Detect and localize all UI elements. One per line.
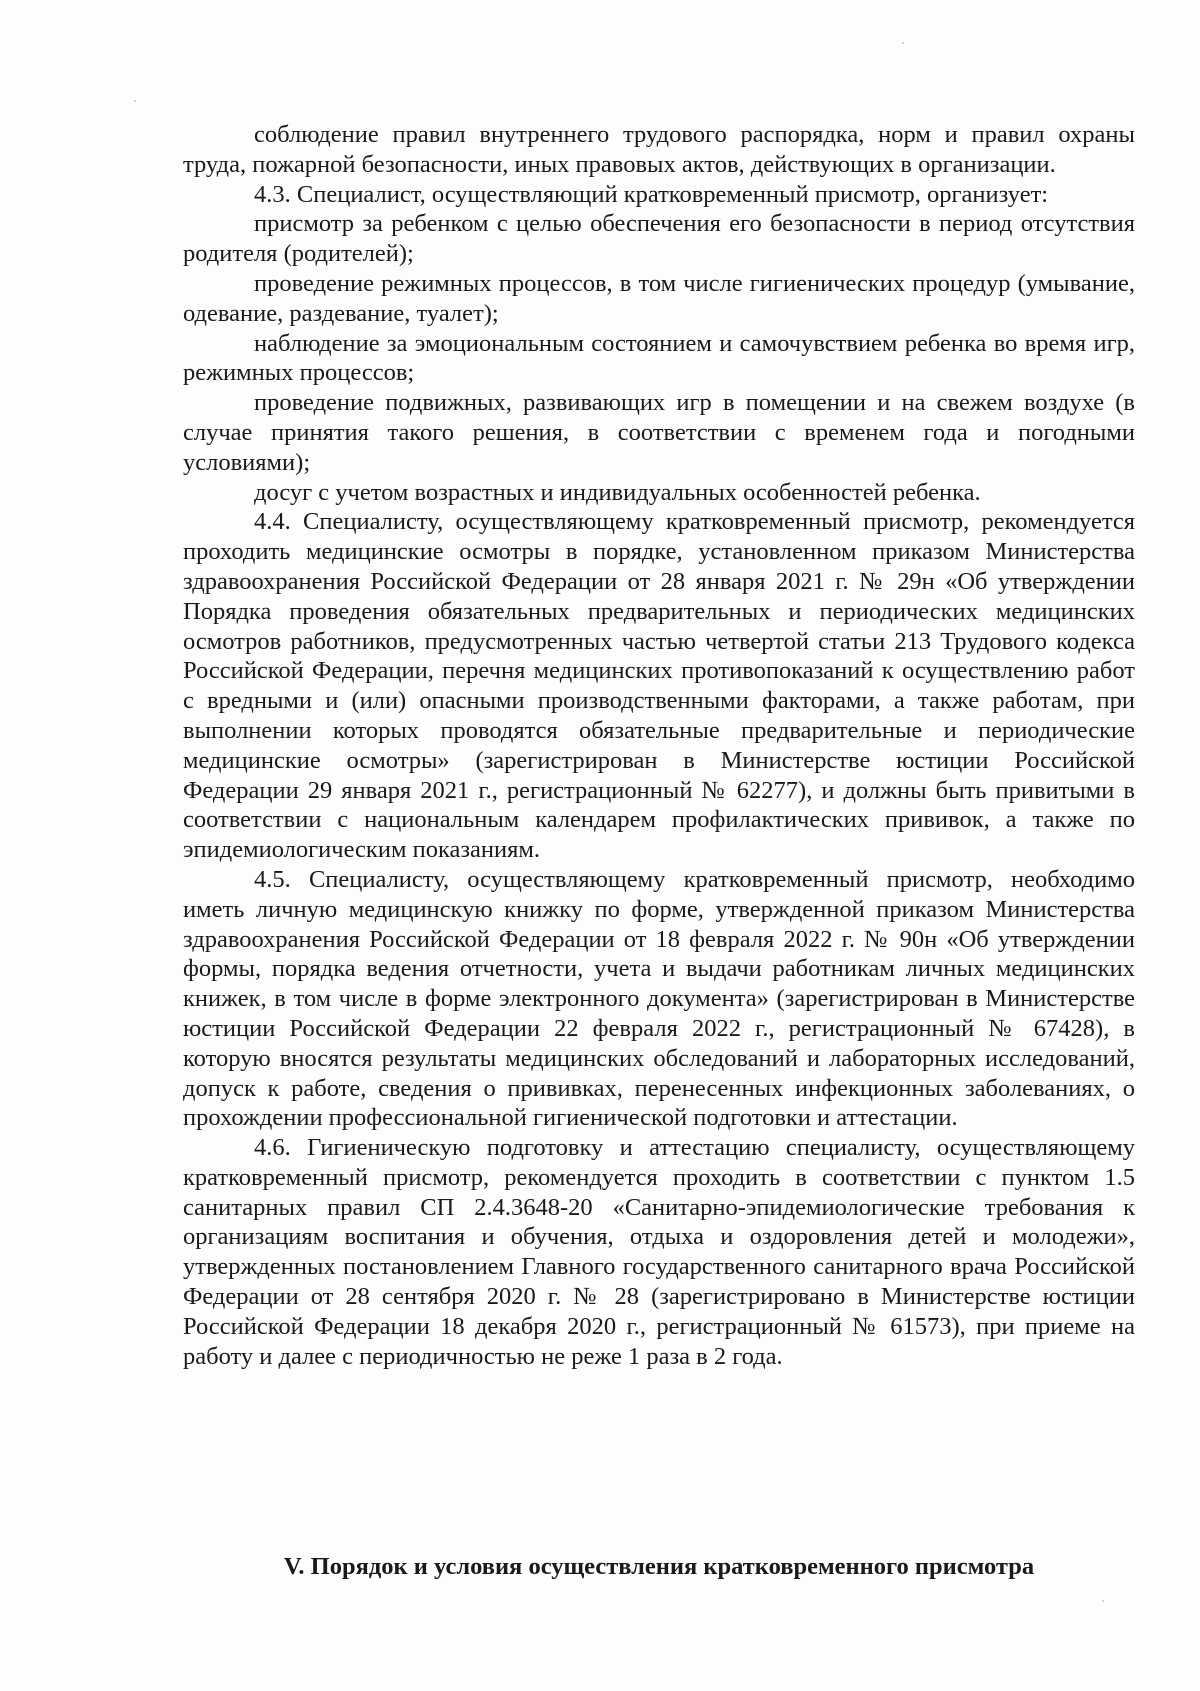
scan-speck — [1102, 1600, 1104, 1602]
section-heading: V. Порядок и условия осуществления кратковременного присмотра — [283, 1553, 1035, 1580]
list-item-observation: наблюдение за эмоциональным состоянием и самочувствием ребенка во время игр, режимных процессов; — [183, 329, 1135, 387]
document-body — [183, 120, 1135, 1371]
paragraph-organization-rules: соблюдение правил внутреннего трудового распорядка, норм и правил охраны труда, пожарной безопасности, иных правовых актов, действующих в организации. — [183, 121, 1135, 178]
list-item-supervision: присмотр за ребенком с целью обеспечения его безопасности в период отсутствия родителя (родителей); — [183, 210, 1135, 268]
scan-speck — [134, 100, 136, 102]
paragraph-4-5: 4.5. Специалисту, осуществляющему кратковременный присмотр, необходимо иметь личную медицинскую книжку по форме, утвержденной приказом Министерства здравоохранения Российской Федерации от 18 февраля 2022 г. № 90н «Об утверждении формы, порядка ведения отчетности, учета и выдачи работникам личных медицинских книжек, в том числе в форме электронного документа» (зарегистрирован в Министерстве юстиции Российской Федерации 22 февраля 2022 г., регистрационный № 67428), в которую вносятся результаты медицинских обследований и лабораторных исследований, допуск к работе, сведения о прививках, перенесенных инфекционных заболеваниях, о прохождении профессиональной гигиенической подготовки и аттестации. — [183, 865, 1135, 1132]
list-item-routine-processes: проведение режимных процессов, в том числе гигиенических процедур (умывание, одевание, раздевание, туалет); — [183, 269, 1135, 327]
list-item-outdoor-games: проведение подвижных, развивающих игр в помещении и на свежем воздухе (в случае принятия такого решения, в соответствии с временем года и погодными условиями); — [183, 389, 1135, 476]
list-item-leisure: досуг с учетом возрастных и индивидуальных особенностей ребенка. — [254, 478, 981, 506]
paragraph-4-6: 4.6. Гигиеническую подготовку и аттестацию специалисту, осуществляющему кратковременный присмотр, рекомендуется проходить в соответствии с пунктом 1.5 санитарных правил СП 2.4.3648-20 «Санитарно-эпидемиологические требования к организациям воспитания и обучения, отдыха и оздоровления детей и молодежи», утвержденных постановлением Главного государственного санитарного врача Российской Федерации от 28 сентября 2020 г. № 28 (зарегистрировано в Министерстве юстиции Российской Федерации 18 декабря 2020 г., регистрационный № 61573), при приеме на работу и далее с периодичностью не реже 1 раза в 2 года. — [183, 1134, 1135, 1370]
scan-speck — [902, 42, 904, 44]
paragraph-4-3: 4.3. Специалист, осуществляющий кратковременный присмотр, организует: — [254, 180, 1049, 208]
paragraph-4-4: 4.4. Специалисту, осуществляющему кратковременный присмотр, рекомендуется проходить медицинские осмотры в порядке, установленном приказом Министерства здравоохранения Российской Федерации от 28 января 2021 г. № 29н «Об утверждении Порядка проведения обязательных предварительных и периодических медицинских осмотров работников, предусмотренных частью четвертой статьи 213 Трудового кодекса Российской Федерации, перечня медицинских противопоказаний к осуществлению работ с вредными и (или) опасными производственными факторами, а также работам, при выполнении которых проводятся обязательные предварительные и периодические медицинские осмотры» (зарегистрирован в Министерстве юстиции Российской Федерации 29 января 2021 г., регистрационный № 62277), и должны быть привитыми в соответствии с национальным календарем профилактических прививок, а также по эпидемиологическим показаниям. — [183, 508, 1135, 864]
